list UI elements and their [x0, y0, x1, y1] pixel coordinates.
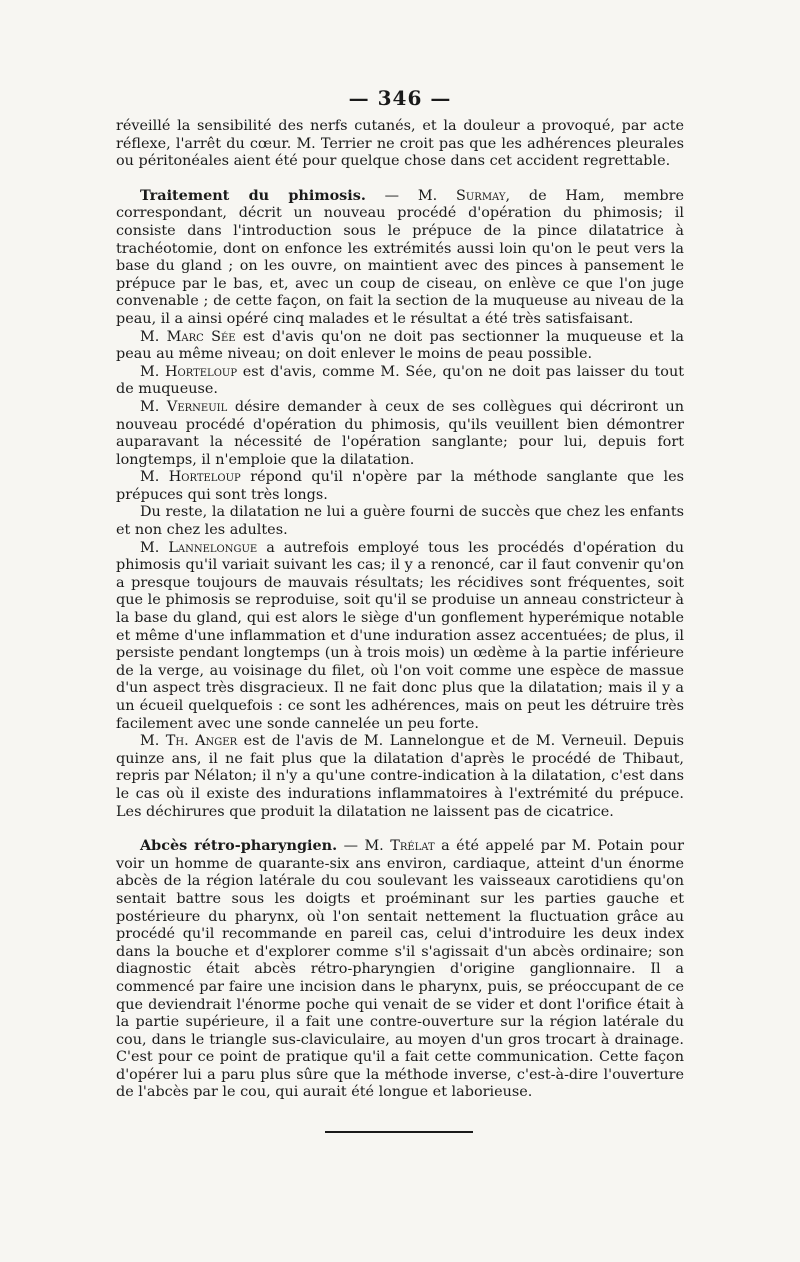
author-name: Horteloup	[164, 363, 238, 380]
body-text	[116, 118, 684, 1102]
paragraph-verneuil: M. Verneuil désire demander à ceux de ses collègues qui décriront un nouveau procédé d'opération du phimosis, qu'ils veuillent bien démontrer auparavant la nécessité de l'opération sanglante; pour lui, depuis fort longtemps, il n'emploie que la dilatation.	[116, 398, 684, 468]
author-name: Trélat	[390, 838, 435, 855]
paragraph-dilatation: Du reste, la dilatation ne lui a guère fourni de succès que chez les enfants et non chez les adultes.	[116, 504, 684, 539]
paragraph-anger: M. Th. Anger est de l'avis de M. Lannelongue et de M. Verneuil. Depuis quinze ans, il ne fait plus que la dilatation d'après le procédé de Thibaut, repris par Nélaton; il n'y a qu'une contre-indication à la dilatation, c'est dans le cas où il existe des indurations inflammatoires à l'extrémité du prépuce. Les déchirures que produit la dilatation ne laissent pas de cicatrice.	[116, 733, 684, 820]
paragraph-continuation: réveillé la sensibilité des nerfs cutanés, et la douleur a provoqué, par acte réflexe, l'arrêt du cœur. M. Terrier ne croit pas que les adhérences pleurales ou péritonéales aient été pour quelque chose dans cet accident regrettable.	[116, 118, 684, 170]
paragraph-lannelongue: M. Lannelongue a autrefois employé tous les procédés d'opération du phimosis qu'il variait suivant les cas; il y a renoncé, car il faut convenir qu'on a presque toujours de mauvais résultats; les récidives sont fréquentes, soit que le phimosis se reproduise, soit qu'il se produise un anneau constricteur à la base du gland, qui est alors le siège d'un gonflement hyperémique notable et même d'une inflammation et d'une induration assez accentuées; de plus, il persiste pendant longtemps (un à trois mois) un œdème à la partie inférieure de la verge, au voisinage du filet, où l'on voit comme une espèce de massue d'un aspect très disgracieux. Il ne fait donc plus que la dilatation; mais il y a un écueil quelquefois : ce sont les adhérences, mais on peut les détruire très facilement avec une sonde cannelée un peu forte.	[116, 539, 684, 732]
paragraph-marc-see: M. Marc Sée est d'avis qu'on ne doit pas sectionner la muqueuse et la peau au même niveau; on doit enlever le moins de peau possible.	[116, 328, 684, 363]
section-heading-phimosis: Traitement du phimosis.	[140, 186, 366, 204]
author-name: Verneuil	[166, 398, 228, 415]
author-name: Th. Anger	[165, 733, 238, 750]
author-name: Lannelongue	[168, 539, 258, 556]
paragraph-horteloup: M. Horteloup est d'avis, comme M. Sée, qu'on ne doit pas laisser du tout de muqueuse.	[116, 363, 684, 398]
end-rule	[325, 1131, 473, 1133]
author-name: Marc Sée	[166, 328, 236, 345]
page-number: — 346 —	[348, 86, 452, 110]
author-name: Surmay	[456, 187, 506, 204]
paragraph-phimosis: Traitement du phimosis. — M. Surmay, de Ham, membre correspondant, décrit un nouveau procédé d'opération du phimosis; il consiste dans l'introduction sous le prépuce de la pince dilatatrice à trachéotomie, dont on enfonce les extrémités aussi loin qu'on le peut vers la base du gland ; on les ouvre, on maintient avec des pinces à pansement le prépuce par le bas, et, avec un coup de ciseau, on enlève ce que l'on juge convenable ; de cette façon, on fait la section de la muqueuse au niveau de la peau, il a ainsi opéré cinq malades et le résultat a été très satisfaisant.	[116, 186, 684, 327]
paragraph-horteloup-reply: M. Horteloup répond qu'il n'opère par la méthode sanglante que les prépuces qui sont très longs.	[116, 469, 684, 503]
paragraph-abces: Abcès rétro-pharyngien. — M. Trélat a été appelé par M. Potain pour voir un homme de quarante-six ans environ, cardiaque, atteint d'un énorme abcès de la région latérale du cou soulevant les vaisseaux carotidiens qu'on sentait battre sous les doigts et proéminant sur les parties gauche et postérieure du pharynx, où l'on sentait nettement la fluctuation grâce au procédé qu'il recommande en pareil cas, celui d'introduire les deux index dans la bouche et d'explorer comme s'il s'agissait d'un abcès ordinaire; son diagnostic était abcès rétro-pharyngien d'origine ganglionnaire. Il a commencé par faire une incision dans le pharynx, puis, se préoccupant de ce que deviendrait l'énorme poche qui venait de se vider et dont l'orifice était à la partie supérieure, il a fait une contre-ouverture sur la région latérale du cou, dans le triangle sus-claviculaire, au moyen d'un gros trocart à drainage. C'est pour ce point de pratique qu'il a fait cette communication. Cette façon d'opérer lui a paru plus sûre que la méthode inverse, c'est-à-dire l'ouverture de l'abcès par le cou, qui aurait été longue et laborieuse.	[116, 837, 684, 1101]
section-heading-abces: Abcès rétro-pharyngien.	[140, 837, 338, 855]
author-name: Horteloup	[168, 469, 241, 486]
